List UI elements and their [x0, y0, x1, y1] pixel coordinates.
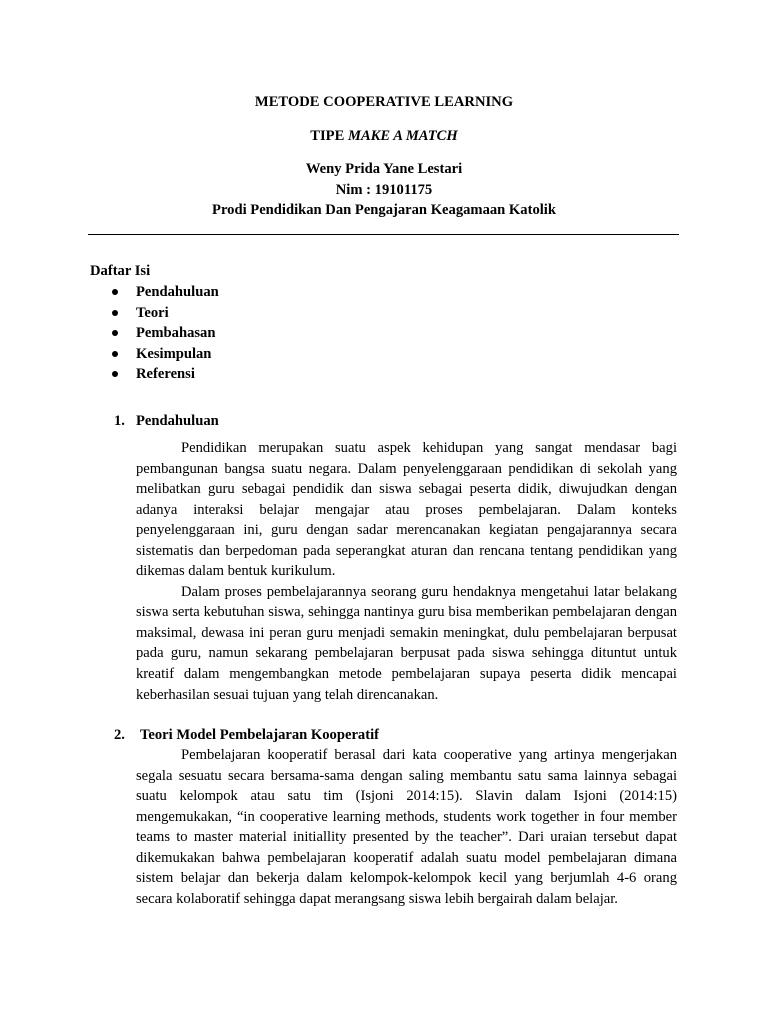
study-program: Prodi Pendidikan Dan Pengajaran Keagamaan Katolik [212, 202, 556, 218]
section-body [136, 745, 677, 909]
toc-item [110, 364, 219, 385]
document-title: METODE COOPERATIVE LEARNING [254, 94, 514, 110]
toc-item-label: Pendahuluan [136, 284, 219, 300]
toc-item-label: Kesimpulan [136, 345, 212, 362]
paragraph: Dalam proses pembelajarannya seorang guru hendaknya mengetahui latar belakang siswa serta kebutuhan siswa, sehingga nantinya guru bisa memberikan pembelajaran dengan maksimal, dewasa ini peran guru menjadi semakin meningkat, dulu pembelajaran berpusat pada guru, namun sekarang pembelajaran berpusat pada siswa sehingga dituntut untuk kreatif dalam mengembangkan metode pembelajaran supaya peserta didik mencapai keberhasilan sesuai tujuan yang telah direncanakan. [136, 583, 677, 703]
student-id: Nim : 19101175 [335, 182, 433, 198]
section-heading: Pendahuluan [136, 413, 219, 429]
paragraph: Pendidikan merupakan suatu aspek kehidupan yang sangat mendasar bagi pembangunan bangsa suatu negara. Dalam penyelenggaraan pendidikan di sekolah yang melibatkan guru sebagai pendidik dan siswa sebagai peserta didik, diwujudkan dengan adanya interaksi belajar mengajar atau proses pembelajaran. Dalam konteks penyelenggaraan ini, guru dengan sadar merencanakan kegiatan pengajarannya secara sistematis dan berpedoman pada seperangkat aturan dan rencana tentang pendidikan yang dikemas dalam bentuk kurikulum. [136, 440, 677, 580]
header-divider [88, 234, 679, 235]
bullet-icon [112, 310, 118, 316]
paragraph: Pembelajaran kooperatif berasal dari kata cooperative yang artinya mengerjakan segala sesuatu secara bersama-sama dengan saling membantu satu sama lainnya sebagai suatu kelompok atau satu tim (Isjoni 2014:15). Slavin dalam Isjoni (2014:15) mengemukakan, “in cooperative learning methods, students work together in four member teams to master material initiallity presented by the teacher”. Dari uraian tersebut dapat dikemukakan bahwa pembelajaran kooperatif adalah suatu model pembelajaran dimana sistem belajar dan bekerja dalam kelompok-kelompok kecil yang berjumlah 4-6 orang secara kolaboratif sehingga dapat merangsang siswa lebih bergairah dalam belajar. [136, 747, 677, 907]
toc-item-label: Referensi [136, 366, 195, 382]
toc-item [110, 282, 219, 303]
bullet-icon [112, 351, 118, 357]
bullet-icon [112, 330, 118, 336]
author-name: Weny Prida Yane Lestari [305, 161, 463, 177]
toc-item [110, 323, 219, 344]
toc-list [110, 282, 219, 385]
toc-item-label: Pembahasan [136, 325, 216, 341]
section-body [136, 438, 677, 705]
subtitle-prefix: TIPE [310, 128, 348, 144]
bullet-icon [112, 289, 118, 295]
section-number: 2. [114, 727, 125, 743]
document-subtitle [0, 126, 768, 146]
toc-item [110, 344, 219, 365]
toc-heading: Daftar Isi [90, 263, 151, 279]
section-heading: Teori Model Pembelajaran Kooperatif [140, 727, 379, 743]
toc-item [110, 303, 219, 324]
bullet-icon [112, 371, 118, 377]
toc-item-label: Teori [136, 304, 169, 321]
subtitle-italic: MAKE A MATCH [347, 128, 458, 144]
section-number: 1. [114, 413, 125, 429]
